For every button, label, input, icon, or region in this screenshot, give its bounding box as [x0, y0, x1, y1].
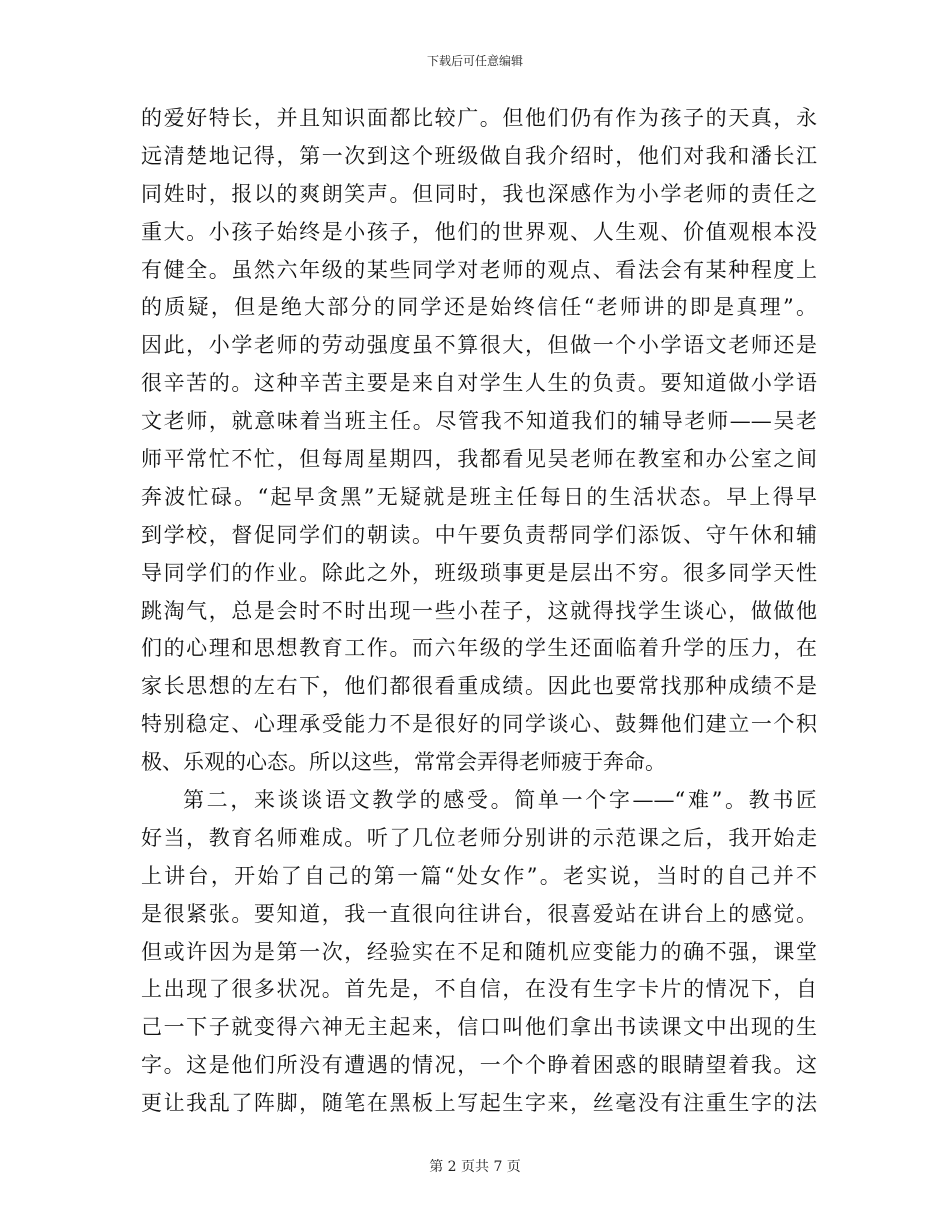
text-line: 导同学们的作业。除此之外，班级琐事更是层出不穷。很多同学天性 — [141, 560, 817, 585]
text-line: 己一下子就变得六神无主起来，信口叫他们拿出书读课文中出现的生 — [141, 1015, 817, 1040]
page-footer: 第 2 页共 7 页 — [429, 1159, 521, 1175]
text-line: 字。这是他们所没有遭遇的情况，一个个睁着困惑的眼睛望着我。这 — [141, 1053, 817, 1078]
page-header: 下载后可任意编辑 — [426, 54, 523, 68]
text-line: 更让我乱了阵脚，随笔在黑板上写起生字来，丝毫没有注重生字的法 — [141, 1091, 817, 1116]
text-line: 跳淘气，总是会时不时出现一些小茬子，这就得找学生谈心，做做他 — [141, 598, 817, 623]
text-line: 是很紧张。要知道，我一直很向往讲台，很喜爱站在讲台上的感觉。 — [141, 901, 817, 926]
text-line: 第二，来谈谈语文教学的感受。简单一个字——“难”。教书匠 — [183, 788, 817, 813]
text-line: 重大。小孩子始终是小孩子，他们的世界观、人生观、价值观根本没 — [141, 219, 817, 244]
text-line: 很辛苦的。这种辛苦主要是来自对学生人生的负责。要知道做小学语 — [141, 371, 817, 396]
text-line: 文老师，就意味着当班主任。尽管我不知道我们的辅导老师——吴老 — [141, 409, 817, 434]
text-line: 极、乐观的心态。所以这些，常常会弄得老师疲于奔命。 — [141, 750, 666, 775]
text-line: 师平常忙不忙，但每周星期四，我都看见吴老师在教室和办公室之间 — [141, 447, 817, 472]
text-line: 到学校，督促同学们的朝读。中午要负责帮同学们添饭、守午休和辅 — [141, 522, 817, 547]
text-line: 的质疑，但是绝大部分的同学还是始终信任“老师讲的即是真理”。 — [141, 295, 817, 320]
text-line: 奔波忙碌。“起早贪黑”无疑就是班主任每日的生活状态。早上得早 — [141, 484, 817, 509]
text-line: 上讲台，开始了自己的第一篇“处女作”。老实说，当时的自己并不 — [141, 863, 817, 888]
text-line: 的爱好特长，并且知识面都比较广。但他们仍有作为孩子的天真，永 — [141, 106, 817, 130]
text-line: 同姓时，报以的爽朗笑声。但同时，我也深感作为小学老师的责任之 — [141, 181, 817, 206]
text-line: 们的心理和思想教育工作。而六年级的学生还面临着升学的压力，在 — [141, 636, 817, 661]
text-line: 但或许因为是第一次，经验实在不足和随机应变能力的确不强，课堂 — [141, 939, 817, 964]
text-line: 好当，教育名师难成。听了几位老师分别讲的示范课之后，我开始走 — [141, 825, 817, 850]
text-line: 上出现了很多状况。首先是，不自信，在没有生字卡片的情况下，自 — [141, 977, 817, 1002]
text-line: 家长思想的左右下，他们都很看重成绩。因此也要常找那种成绩不是 — [141, 674, 817, 699]
document-body — [141, 100, 817, 1123]
text-line: 因此，小学老师的劳动强度虽不算很大，但做一个小学语文老师还是 — [141, 333, 817, 358]
text-line: 有健全。虽然六年级的某些同学对老师的观点、看法会有某种程度上 — [141, 257, 817, 282]
text-line: 远清楚地记得，第一次到这个班级做自我介绍时，他们对我和潘长江 — [141, 143, 817, 168]
text-line: 特别稳定、心理承受能力不是很好的同学谈心、鼓舞他们建立一个积 — [141, 712, 817, 737]
